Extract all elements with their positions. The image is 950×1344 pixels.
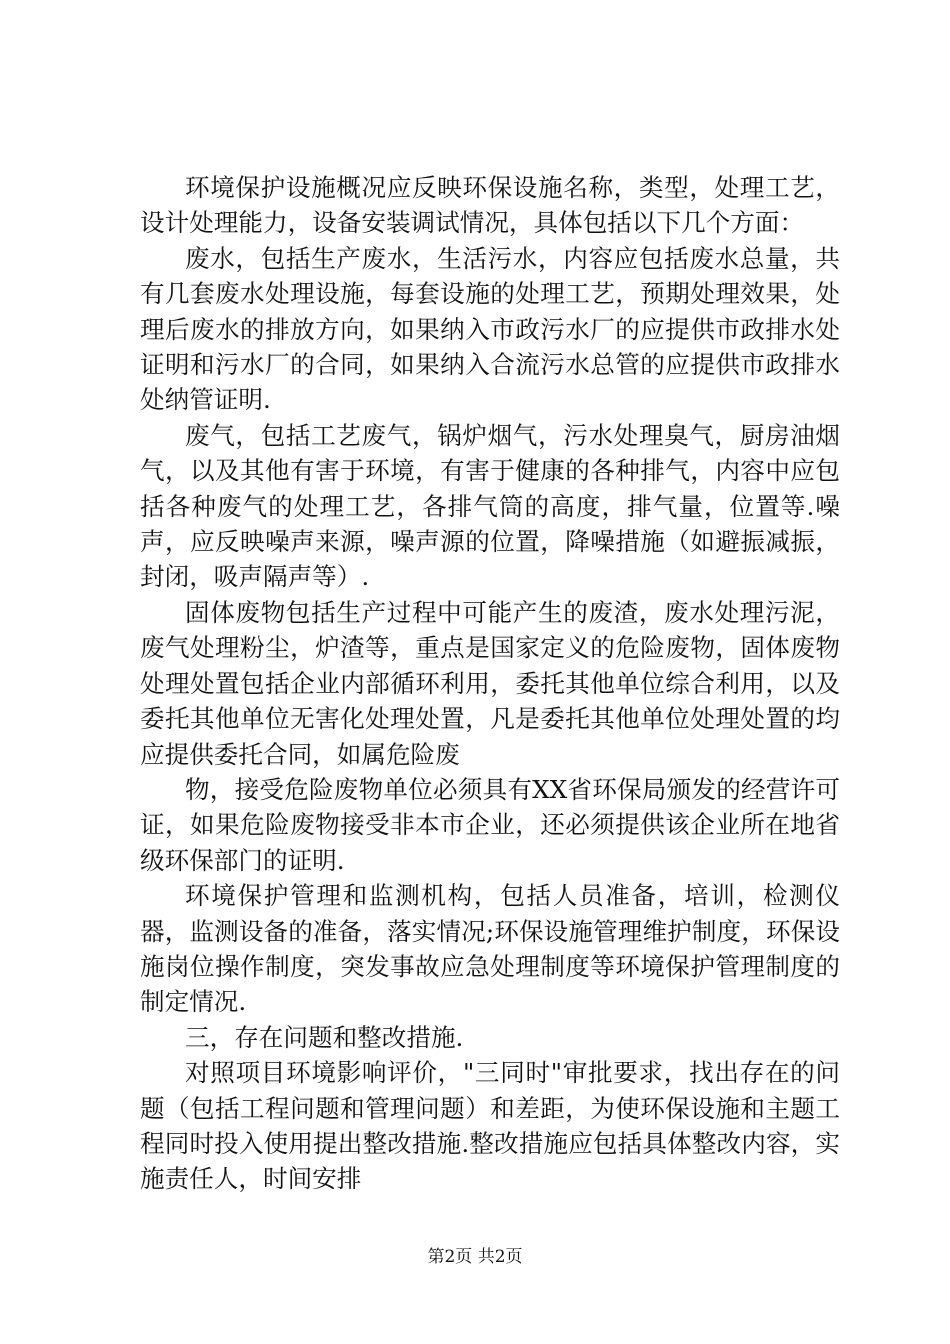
document-body (140, 170, 840, 1197)
paragraph-wastewater: 废水，包括生产废水，生活污水，内容应包括废水总量，共有几套废水处理设施，每套设施的处理工艺，预期处理效果，处理后废水的排放方向，如果纳入市政污水厂的应提供市政排水处证明和污水厂的合同，如果纳入合流污水总管的应提供市政排水处纳管证明. (140, 243, 840, 415)
paragraph-solid-waste: 固体废物包括生产过程中可能产生的废渣，废水处理污泥，废气处理粉尘，炉渣等，重点是国家定义的危险废物，固体废物处理处置包括企业内部循环利用，委托其他单位综合利用，以及委托其他单位无害化处理处置，凡是委托其他单位处理处置的均应提供委托合同，如属危险废 (140, 597, 840, 769)
section-heading-problems: 三，存在问题和整改措施. (185, 1022, 464, 1052)
paragraph-management-monitoring: 环境保护管理和监测机构，包括人员准备，培训，检测仪器，监测设备的准备，落实情况;环保设施管理维护制度，环保设施岗位操作制度，突发事故应急处理制度等环境保护管理制度的制定情况. (140, 881, 840, 1017)
paragraph-rectification: 对照项目环境影响评价，"三同时"审批要求，找出存在的问题（包括工程问题和管理问题）和差距，为使环保设施和主题工程同时投入使用提出整改措施.整改措施应包括具体整改内容，实施责任人，时间安排 (140, 1058, 840, 1194)
paragraph-facilities-overview: 环境保护设施概况应反映环保设施名称，类型，处理工艺，设计处理能力，设备安装调试情况，具体包括以下几个方面： (140, 173, 840, 238)
paragraph-waste-gas-noise: 废气，包括工艺废气，锅炉烟气，污水处理臭气，厨房油烟气，以及其他有害于环境，有害于健康的各种排气，内容中应包括各种废气的处理工艺，各排气筒的高度，排气量，位置等.噪声，应反映噪声来源，噪声源的位置，降噪措施（如避振减振，封闭，吸声隔声等）. (140, 420, 840, 592)
paragraph-hazardous-waste: 物，接受危险废物单位必须具有XX省环保局颁发的经营许可证，如果危险废物接受非本市企业，还必须提供该企业所在地省级环保部门的证明. (140, 774, 840, 875)
page-footer: 第2页 共2页 (427, 1247, 523, 1267)
